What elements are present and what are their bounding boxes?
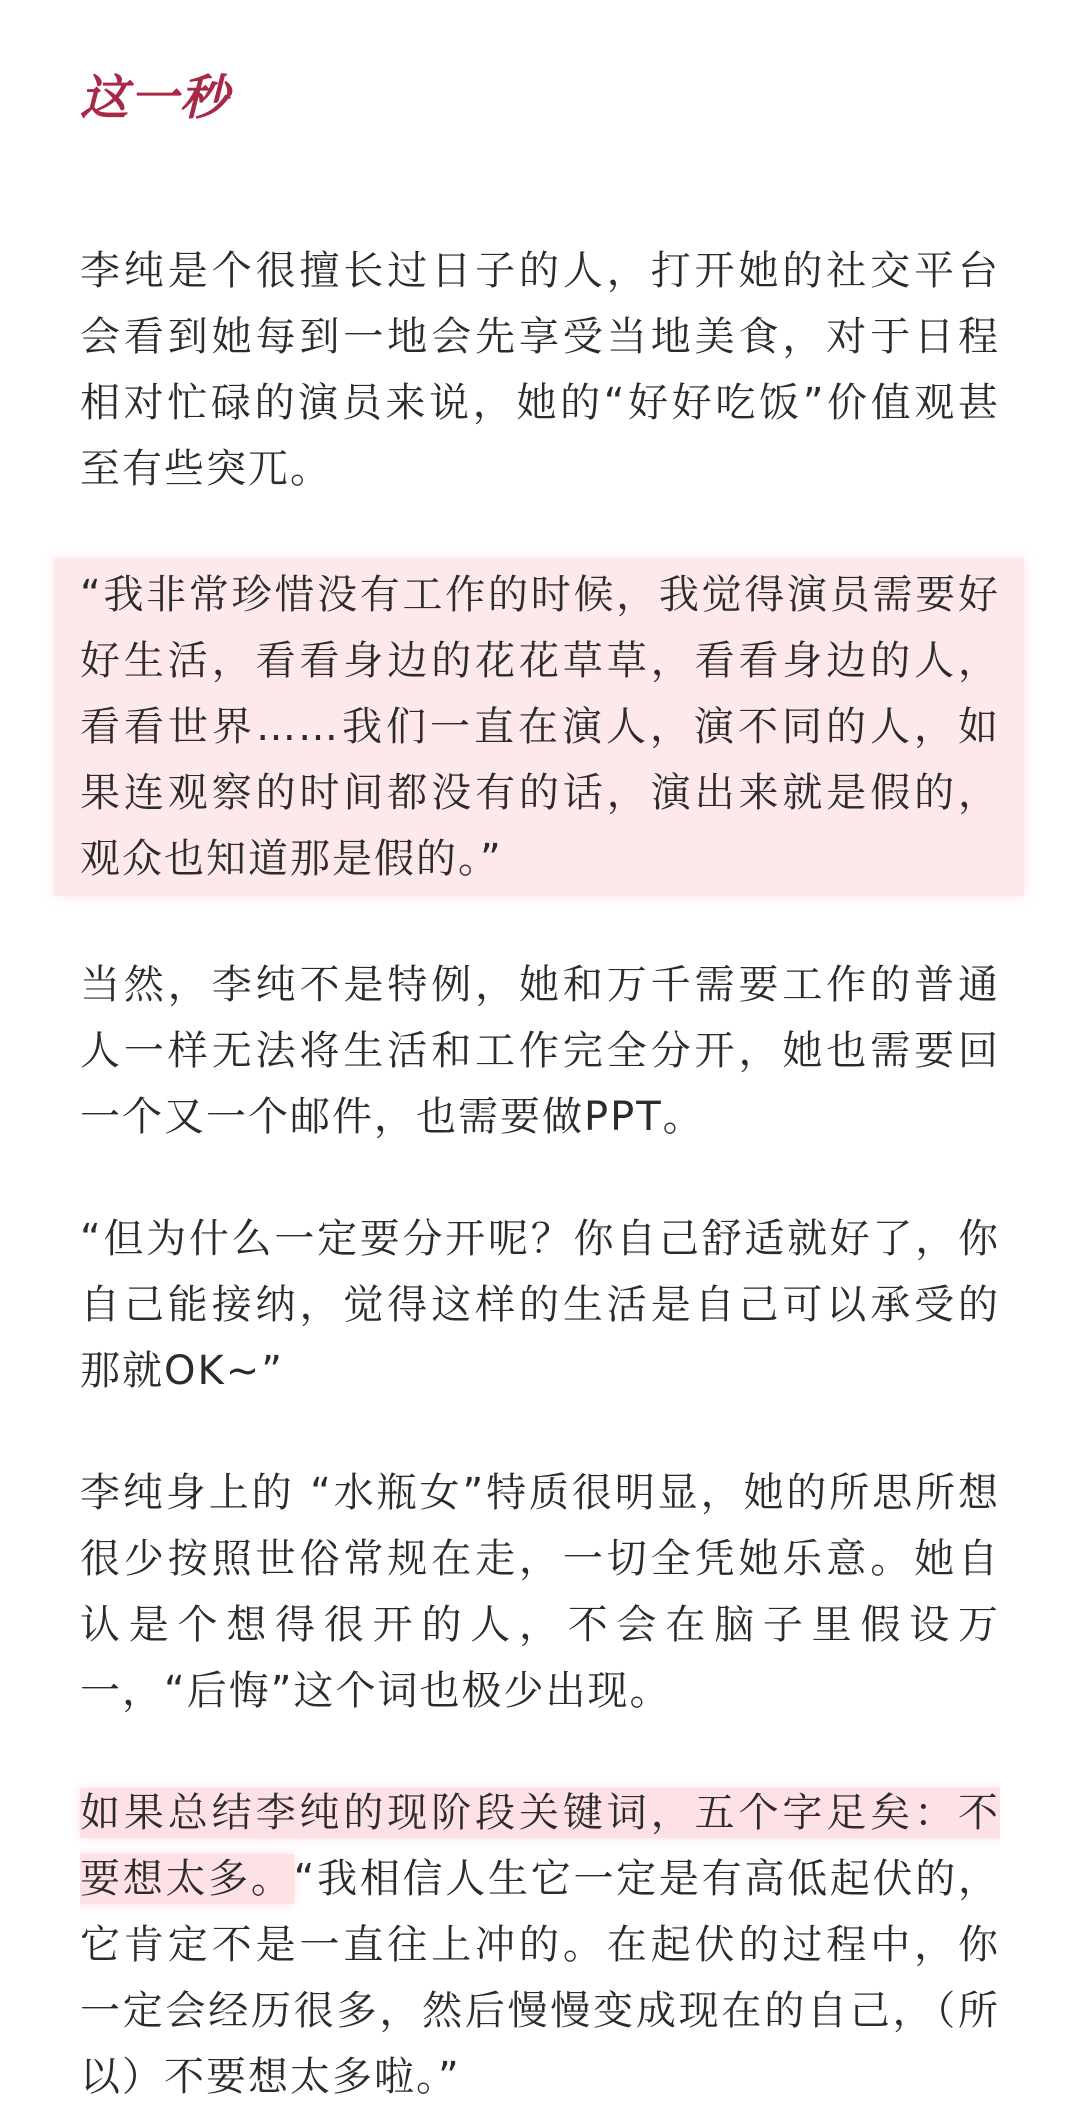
paragraph-5: 李纯身上的 “水瓶女”特质很明显，她的所思所想很少按照世俗常规在走，一切全凭她乐意。她自认是个想得很开的人，不会在脑子里假设万一，“后悔”这个词也极少出现。 — [80, 1470, 1000, 1714]
quote-2: “但为什么一定要分开呢？你自己舒适就好了，你自己能接纳，觉得这样的生活是自己可以承受的那就OK~” — [80, 1216, 1000, 1394]
highlighted-keyword-sentence: 如果总结李纯的现阶段关键词，五个字足矣：不要想太多。 — [80, 1790, 1000, 1902]
article-title: 这一秒 — [80, 70, 231, 126]
quote-3: “我相信人生它一定是有高低起伏的，它肯定不是一直往上冲的。在起伏的过程中，你一定会经历很多，然后慢慢变成现在的自己，（所以）不要想太多啦。” — [80, 1856, 1000, 2100]
paragraph-3: 当然，李纯不是特例，她和万千需要工作的普通人一样无法将生活和工作完全分开，她也需要回一个又一个邮件，也需要做PPT。 — [80, 962, 1000, 1140]
highlighted-quote-1: “我非常珍惜没有工作的时候，我觉得演员需要好好生活，看看身边的花花草草，看看身边的人，看看世界……我们一直在演人，演不同的人，如果连观察的时间都没有的话，演出来就是假的，观众也知道那是假的。” — [54, 558, 1024, 896]
paragraph-1: 李纯是个很擅长过日子的人，打开她的社交平台会看到她每到一地会先享受当地美食，对于日程相对忙碌的演员来说，她的“好好吃饭”价值观甚至有些突兀。 — [80, 248, 1000, 492]
paragraph-6 — [80, 1780, 1000, 2110]
